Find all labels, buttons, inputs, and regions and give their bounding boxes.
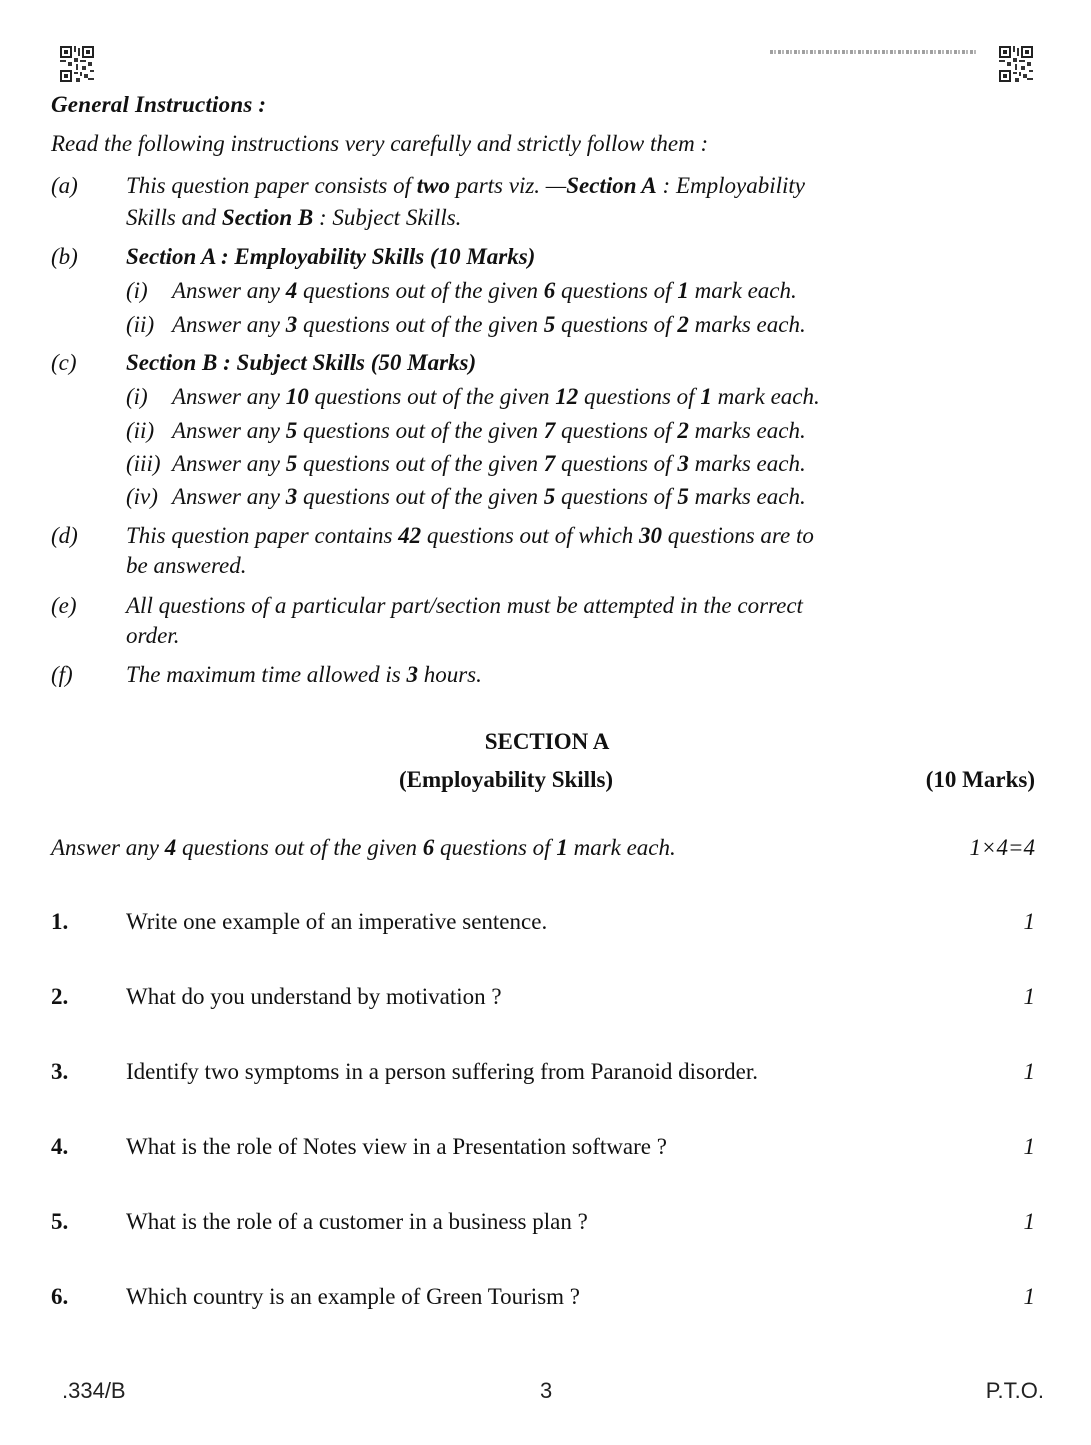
- instruction-label-f: (f): [51, 662, 73, 687]
- question-marks: 1: [1023, 1134, 1035, 1159]
- text: Answer any: [172, 451, 286, 476]
- question-item: [51, 1059, 1035, 1091]
- number: 2: [677, 418, 689, 443]
- sub-label: (i): [126, 384, 148, 409]
- question-marks: 1: [1023, 909, 1035, 934]
- instruction-e-line2: order.: [126, 623, 180, 648]
- text: questions of: [578, 384, 701, 409]
- instruction-f-line1: [126, 659, 1006, 690]
- question-text: What do you understand by motivation ?: [126, 984, 502, 1009]
- instruction-d-line2: be answered.: [126, 553, 247, 578]
- instruction-b-heading: Section A : Employability Skills (10 Marks): [126, 244, 536, 269]
- number: 6: [543, 278, 556, 303]
- text: parts viz. —: [449, 173, 567, 198]
- sub-label: (ii): [126, 312, 155, 337]
- number: 12: [555, 384, 579, 409]
- text: mark each.: [711, 384, 820, 409]
- text: questions out of the given: [297, 278, 544, 303]
- section-marks: (10 Marks): [925, 767, 1035, 792]
- instruction-c-sub-i: [126, 381, 820, 412]
- section-a-title: SECTION A: [484, 729, 610, 754]
- sub-label: (i): [126, 278, 148, 303]
- text: questions out of the given: [297, 484, 544, 509]
- text: Skills and: [126, 205, 222, 230]
- emphasis: Section B: [221, 205, 314, 230]
- question-text: What is the role of a customer in a business plan ?: [126, 1209, 588, 1234]
- text: questions are to: [662, 523, 814, 548]
- question-text: What is the role of Notes view in a Presentation software ?: [126, 1134, 667, 1159]
- text: : Subject Skills.: [313, 205, 462, 230]
- number: 5: [543, 484, 556, 509]
- instruction-a-line2: [126, 202, 1006, 233]
- text: questions of: [434, 835, 557, 860]
- instruction-c-sub-iii: [126, 448, 806, 479]
- text: mark each.: [567, 835, 676, 860]
- question-number: 5.: [51, 1209, 69, 1234]
- question-marks: 1: [1023, 1209, 1035, 1234]
- number: 3: [285, 312, 298, 337]
- instruction-d-line1: [126, 520, 1006, 551]
- instruction-c-sub-ii: [126, 415, 806, 446]
- security-microtext: [770, 50, 978, 54]
- instruction-label-e: (e): [51, 593, 77, 618]
- number: 3: [406, 662, 418, 687]
- number: 5: [677, 484, 689, 509]
- number: 10: [285, 384, 309, 409]
- text: questions out of the given: [176, 835, 423, 860]
- number: 1: [677, 278, 689, 303]
- number: 4: [164, 835, 177, 860]
- text: questions of: [555, 312, 678, 337]
- question-marks: 1: [1023, 1284, 1035, 1309]
- emphasis: Section A: [566, 173, 657, 198]
- text: marks each.: [688, 418, 806, 443]
- text: questions of: [555, 418, 678, 443]
- section-instruction: [51, 832, 676, 863]
- number: 1: [556, 835, 568, 860]
- question-item: [51, 1209, 1035, 1241]
- number: 3: [677, 451, 689, 476]
- text: This question paper consists of: [126, 173, 417, 198]
- text: Answer any: [172, 384, 286, 409]
- question-marks: 1: [1023, 1059, 1035, 1084]
- question-number: 6.: [51, 1284, 69, 1309]
- number: 7: [543, 418, 556, 443]
- text: marks each.: [688, 451, 806, 476]
- instruction-c-sub-iv: [126, 481, 806, 512]
- text: questions of: [555, 278, 678, 303]
- question-number: 2.: [51, 984, 69, 1009]
- text: questions out of the given: [297, 418, 544, 443]
- text: : Employability: [656, 173, 805, 198]
- instruction-e-line1: All questions of a particular part/section must be attempted in the correct: [126, 593, 803, 618]
- instruction-c-heading: Section B : Subject Skills (50 Marks): [126, 350, 477, 375]
- sub-label: (ii): [126, 418, 155, 443]
- text: mark each.: [688, 278, 797, 303]
- text: questions out of which: [421, 523, 640, 548]
- sub-label: (iv): [126, 484, 158, 509]
- question-number: 1.: [51, 909, 69, 934]
- text: The maximum time allowed is: [126, 662, 407, 687]
- general-instructions-title: General Instructions :: [51, 92, 267, 117]
- text: Answer any: [51, 835, 165, 860]
- number: 4: [285, 278, 298, 303]
- question-text: Write one example of an imperative sentence.: [126, 909, 548, 934]
- question-text: Identify two symptoms in a person suffering from Paranoid disorder.: [126, 1059, 758, 1084]
- number: 5: [543, 312, 556, 337]
- emphasis: two: [416, 173, 450, 198]
- number: 3: [285, 484, 298, 509]
- qr-code-icon: [60, 46, 94, 82]
- sub-label: (iii): [126, 451, 161, 476]
- instruction-a-line1: [126, 170, 1006, 201]
- question-marks: 1: [1023, 984, 1035, 1009]
- number: 1: [700, 384, 712, 409]
- text: marks each.: [688, 312, 806, 337]
- text: hours.: [417, 662, 482, 687]
- instruction-label-b: (b): [51, 244, 78, 269]
- text: questions out of the given: [297, 312, 544, 337]
- question-text: Which country is an example of Green Tourism ?: [126, 1284, 580, 1309]
- number: 42: [398, 523, 422, 548]
- number: 7: [543, 451, 556, 476]
- number: 5: [285, 418, 298, 443]
- text: marks each.: [688, 484, 806, 509]
- instruction-label-d: (d): [51, 523, 78, 548]
- text: Answer any: [172, 418, 286, 443]
- section-subtitle: (Employability Skills): [399, 767, 614, 792]
- question-item: [51, 909, 1035, 941]
- question-item: [51, 1284, 1035, 1316]
- text: questions out of the given: [308, 384, 556, 409]
- paper-code: .334/B: [62, 1378, 126, 1403]
- instruction-b-sub-i: [126, 275, 797, 306]
- text: Answer any: [172, 312, 286, 337]
- text: questions of: [555, 484, 678, 509]
- instruction-b-sub-ii: [126, 309, 806, 340]
- question-item: [51, 1134, 1035, 1166]
- instruction-label-c: (c): [51, 350, 77, 375]
- text: Answer any: [172, 278, 286, 303]
- number: 2: [677, 312, 689, 337]
- text: Answer any: [172, 484, 286, 509]
- section-title: [0, 729, 1091, 755]
- page-number: 3: [540, 1378, 553, 1403]
- number: 30: [639, 523, 663, 548]
- qr-code-icon: [999, 46, 1033, 82]
- number: 5: [285, 451, 298, 476]
- question-number: 3.: [51, 1059, 69, 1084]
- question-item: [51, 984, 1035, 1016]
- general-instructions-intro: Read the following instructions very carefully and strictly follow them :: [51, 131, 709, 156]
- text: questions out of the given: [297, 451, 544, 476]
- pto-label: P.T.O.: [985, 1378, 1044, 1403]
- question-number: 4.: [51, 1134, 69, 1159]
- text: This question paper contains: [126, 523, 399, 548]
- section-score: 1×4=4: [969, 835, 1035, 860]
- number: 6: [422, 835, 435, 860]
- text: questions of: [555, 451, 678, 476]
- instruction-label-a: (a): [51, 173, 78, 198]
